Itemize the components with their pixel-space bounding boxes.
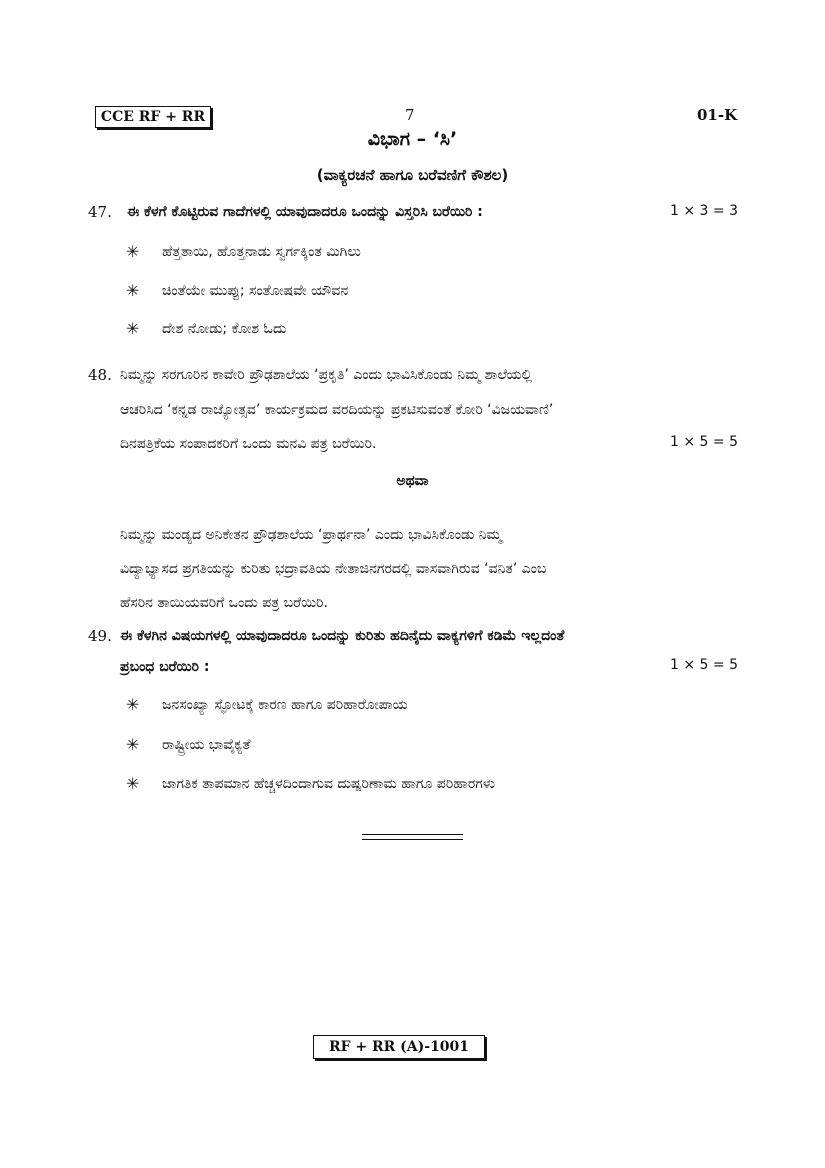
header-code-box: CCE RF + RR	[95, 106, 211, 128]
question-48-number: 48.	[88, 366, 112, 384]
question-49-number: 49.	[88, 627, 112, 645]
question-47-number: 47.	[88, 203, 112, 221]
question-48-line-2: ಆಚರಿಸಿದ ‘ಕನ್ನಡ ರಾಜ್ಯೋತ್ಸವ’ ಕಾರ್ಯಕ್ರಮದ ವರದಿಯನ್ನು ಪ್ರಕಟಿಸುವಂತೆ ಕೋರಿ ‘ವಿಜಯವಾಣಿ’	[120, 402, 554, 418]
question-48-alt-line-3: ಹೆಸರಿನ ತಾಯಿಯವರಿಗೆ ಒಂದು ಪತ್ರ ಬರೆಯಿರಿ.	[120, 595, 328, 611]
q49-option-2: ರಾಷ್ಟ್ರೀಯ ಭಾವೈಕ್ಯತೆ	[162, 737, 251, 753]
question-48-alt-line-1: ನಿಮ್ಮನ್ನು ಮಂಡ್ಯದ ಅನಿಕೇತನ ಪ್ರೌಢಶಾಲೆಯ ‘ಪ್ರಾರ್ಥನಾ’ ಎಂದು ಭಾವಿಸಿಕೊಂಡು ನಿಮ್ಮ	[120, 527, 502, 543]
question-49-line-1: ಈ ಕೆಳಗಿನ ವಿಷಯಗಳಲ್ಲಿ ಯಾವುದಾದರೂ ಒಂದನ್ನು ಕುರಿತು ಹದಿನೈದು ವಾಕ್ಯಗಳಿಗೆ ಕಡಿಮೆ ಇಲ್ಲದಂತೆ	[120, 628, 565, 644]
bullet-star-icon: ✳	[126, 695, 140, 714]
bullet-star-icon: ✳	[126, 774, 140, 793]
question-47-text: ಈ ಕೆಳಗೆ ಕೊಟ್ಟಿರುವ ಗಾದೆಗಳಲ್ಲಿ ಯಾವುದಾದರೂ ಒಂದನ್ನು ವಿಸ್ತರಿಸಿ ಬರೆಯಿರಿ :	[127, 204, 483, 220]
q47-option-3: ದೇಶ ನೋಡು; ಕೋಶ ಓದು	[162, 321, 287, 337]
section-title: ವಿಭಾಗ – ‘ಸಿ’	[367, 128, 458, 150]
bullet-star-icon: ✳	[126, 319, 140, 338]
bullet-star-icon: ✳	[126, 281, 140, 300]
question-48-line-1: ನಿಮ್ಮನ್ನು ಸರಗೂರಿನ ಕಾವೇರಿ ಪ್ರೌಢಶಾಲೆಯ ‘ಪ್ರಕೃತಿ’ ಎಂದು ಭಾವಿಸಿಕೊಂಡು ನಿಮ್ಮ ಶಾಲೆಯಲ್ಲಿ	[120, 367, 533, 383]
end-rule-bottom	[362, 839, 463, 840]
footer-code-box: RF + RR (A)-1001	[313, 1035, 485, 1059]
or-label: ಅಥವಾ	[396, 473, 429, 489]
question-49-line-2: ಪ್ರಬಂಧ ಬರೆಯಿರಿ :	[120, 659, 210, 675]
section-subtitle: (ವಾಕ್ಯರಚನೆ ಹಾಗೂ ಬರೆವಣಿಗೆ ಕೌಶಲ)	[316, 166, 509, 184]
paper-code: 01-K	[697, 106, 738, 124]
question-48-marks: 1 × 5 = 5	[670, 434, 738, 450]
question-48-alt-line-2: ವಿದ್ಯಾಭ್ಯಾಸದ ಪ್ರಗತಿಯನ್ನು ಕುರಿತು ಭದ್ರಾವತಿಯ ನೇತಾಜಿನಗರದಲ್ಲಿ ವಾಸವಾಗಿರುವ ‘ವನಿತ’ ಎಂಬ	[120, 561, 547, 577]
question-47-marks: 1 × 3 = 3	[670, 203, 738, 219]
question-48-line-3: ದಿನಪತ್ರಿಕೆಯ ಸಂಪಾದಕರಿಗೆ ಒಂದು ಮನವಿ ಪತ್ರ ಬರೆಯಿರಿ.	[120, 436, 377, 452]
page-number: 7	[405, 106, 415, 124]
q47-option-1: ಹೆತ್ತತಾಯಿ, ಹೊತ್ತನಾಡು ಸ್ವರ್ಗಕ್ಕಿಂತ ಮಿಗಿಲು	[162, 244, 361, 260]
q49-option-1: ಜನಸಂಖ್ಯಾ ಸ್ಫೋಟಕ್ಕೆ ಕಾರಣ ಹಾಗೂ ಪರಿಹಾರೋಪಾಯ	[162, 697, 408, 713]
bullet-star-icon: ✳	[126, 242, 140, 261]
q49-option-3: ಜಾಗತಿಕ ತಾಪಮಾನ ಹೆಚ್ಚಳದಿಂದಾಗುವ ದುಷ್ಪರಿಣಾಮ ಹಾಗೂ ಪರಿಹಾರಗಳು	[162, 776, 495, 792]
q47-option-2: ಚಿಂತೆಯೇ ಮುಪ್ಪು; ಸಂತೋಷವೇ ಯೌವನ	[162, 283, 349, 299]
end-rule-top	[362, 834, 463, 835]
bullet-star-icon: ✳	[126, 735, 140, 754]
question-49-marks: 1 × 5 = 5	[670, 657, 738, 673]
